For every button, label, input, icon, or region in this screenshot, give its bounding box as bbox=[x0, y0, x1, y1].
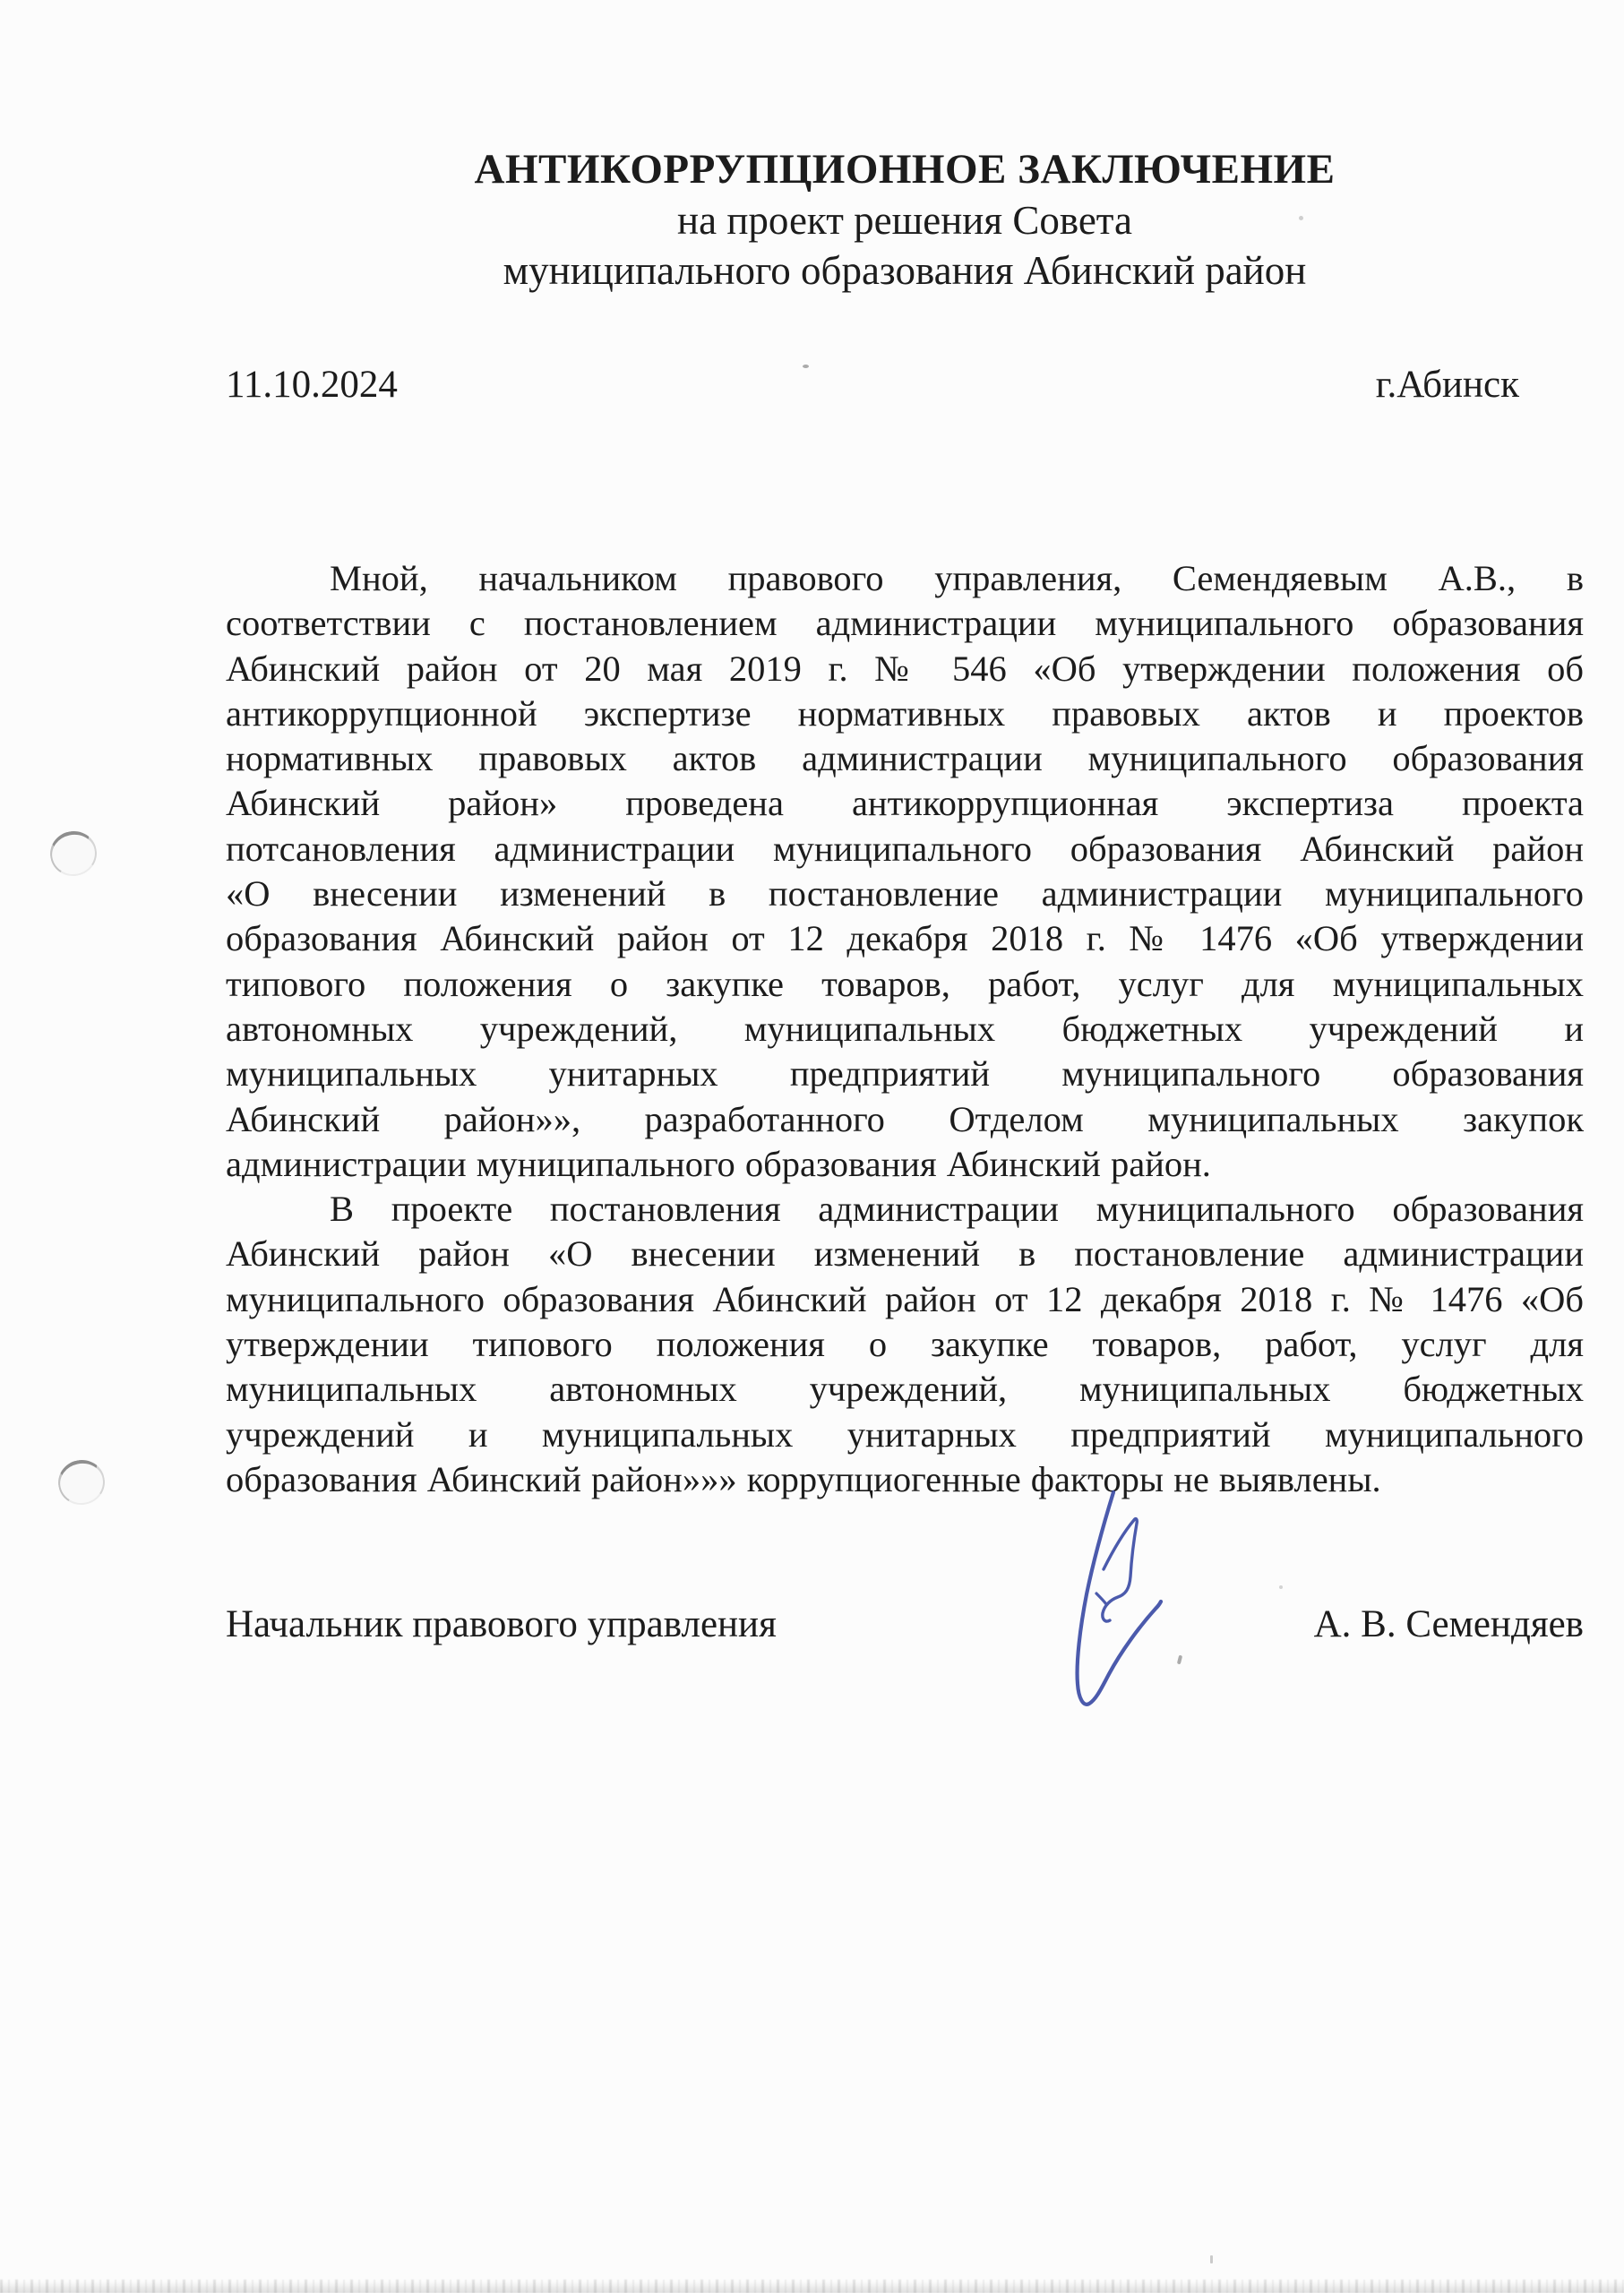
body-line: образования Абинский район»»» коррупциогенные факторы не выявлены. bbox=[226, 1458, 1381, 1499]
scan-speck bbox=[1210, 2255, 1213, 2263]
body-line: муниципальных автономных учреждений, муниципальных бюджетных bbox=[226, 1369, 1584, 1410]
body-line: «О внесении изменений в постановление администрации муниципального bbox=[226, 873, 1584, 915]
body-line: Абинский район» проведена антикоррупционная экспертиза проекта bbox=[226, 783, 1584, 824]
document-place: г.Абинск bbox=[1375, 364, 1519, 406]
scan-speck bbox=[1279, 1585, 1283, 1589]
body-line: потсановления администрации муниципального образования Абинский район bbox=[226, 828, 1584, 869]
body-line: В проекте постановления администрации муниципального образования bbox=[330, 1189, 1584, 1230]
signer-position: Начальник правового управления bbox=[226, 1603, 777, 1645]
body-line: соответствии с постановлением администрации муниципального образования bbox=[226, 603, 1584, 644]
signer-name: А. В. Семендяев bbox=[1313, 1603, 1584, 1645]
paragraph-2 bbox=[226, 1187, 1584, 1502]
body-line: администрации муниципального образования Абинский район. bbox=[226, 1143, 1211, 1184]
hole-punch-top bbox=[46, 827, 100, 880]
body-line: автономных учреждений, муниципальных бюджетных учреждений и bbox=[226, 1008, 1584, 1049]
paragraph-1 bbox=[226, 556, 1584, 1187]
body-line: Абинский район»», разработанного Отделом муниципальных закупок bbox=[226, 1098, 1584, 1139]
body-line: муниципальных унитарных предприятий муниципального образования bbox=[226, 1053, 1584, 1095]
body-line: Абинский район «О внесении изменений в постановление администрации bbox=[226, 1233, 1584, 1275]
body-line: Мной, начальником правового управления, Семендяевым А.В., в bbox=[330, 558, 1584, 598]
date-place-row bbox=[226, 362, 1584, 408]
body-line: учреждений и муниципальных унитарных предприятий муниципального bbox=[226, 1413, 1584, 1455]
body-line: нормативных правовых актов администрации муниципального образования bbox=[226, 738, 1584, 779]
page-subtitle-line1: на проект решения Совета bbox=[677, 198, 1132, 243]
body-line: муниципального образования Абинский район от 12 декабря 2018 г. № 1476 «Об bbox=[226, 1278, 1584, 1319]
scan-speck bbox=[1299, 216, 1303, 220]
scan-edge-noise bbox=[0, 2280, 1624, 2293]
document-date: 11.10.2024 bbox=[226, 364, 398, 406]
body-line: образования Абинский район от 12 декабря 2018 г. № 1476 «Об утверждении bbox=[226, 918, 1584, 959]
handwritten-signature bbox=[1021, 1469, 1227, 1791]
scan-speck bbox=[803, 365, 809, 368]
document-body bbox=[226, 556, 1584, 1502]
hole-punch-bottom bbox=[54, 1456, 108, 1509]
body-line: утверждении типового положения о закупке товаров, работ, услуг для bbox=[226, 1324, 1584, 1365]
document-header bbox=[226, 143, 1584, 296]
page-subtitle-line2: муниципального образования Абинский район bbox=[503, 248, 1307, 293]
page-title: АНТИКОРРУПЦИОННОЕ ЗАКЛЮЧЕНИЕ bbox=[474, 146, 1336, 193]
signature-row bbox=[226, 1602, 1584, 1648]
body-line: типового положения о закупке товаров, работ, услуг для муниципальных bbox=[226, 963, 1584, 1004]
body-line: антикоррупционной экспертизе нормативных правовых актов и проектов bbox=[226, 692, 1584, 734]
body-line: Абинский район от 20 мая 2019 г. № 546 «Об утверждении положения об bbox=[226, 648, 1584, 689]
